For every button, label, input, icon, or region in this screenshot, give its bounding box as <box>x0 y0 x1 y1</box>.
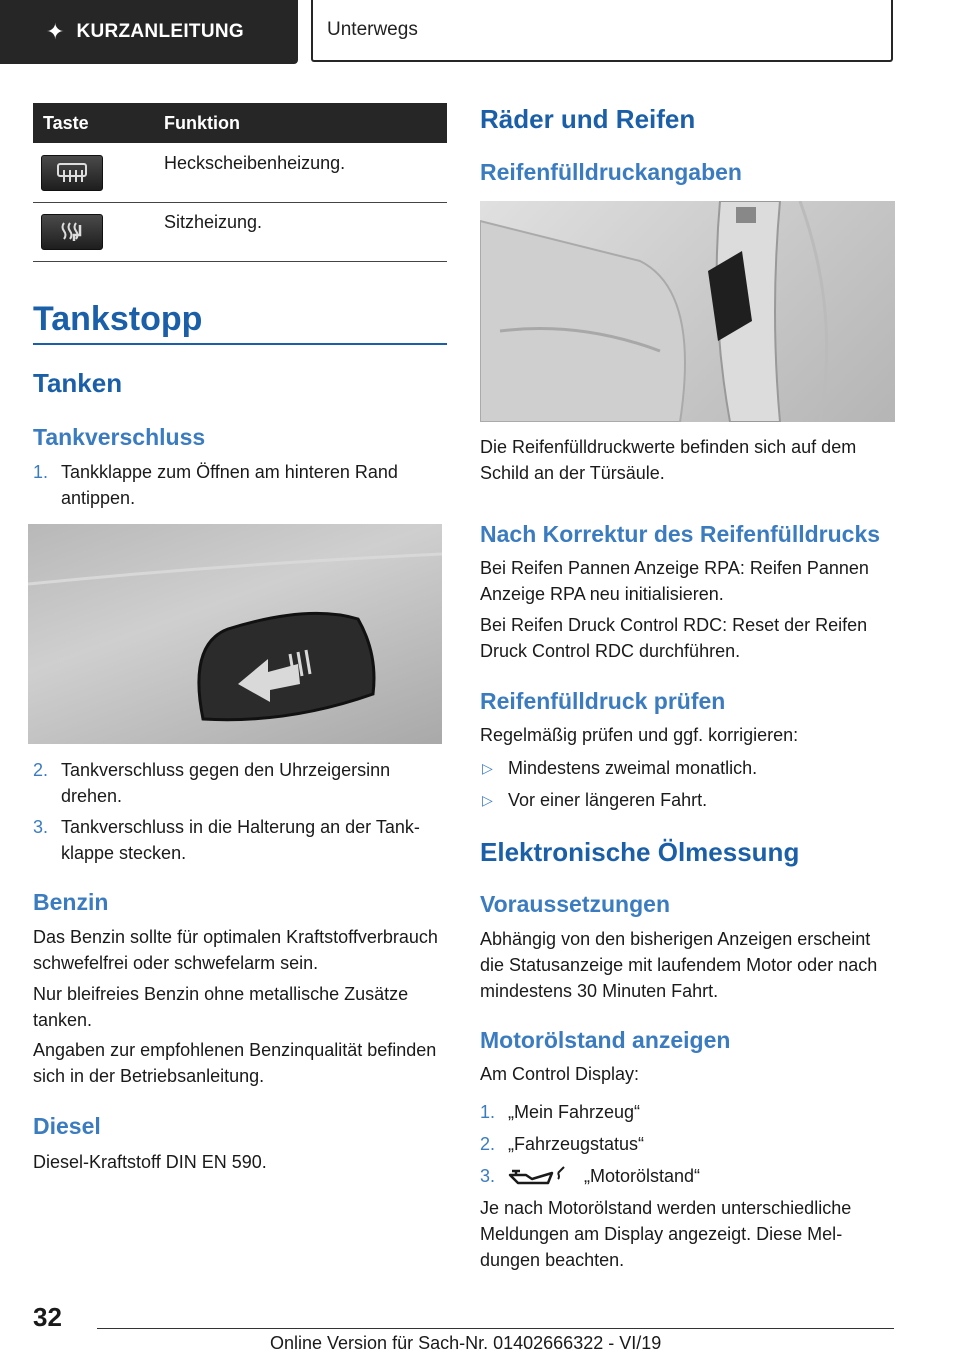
section-label: Unterwegs <box>327 19 418 40</box>
paragraph: Das Benzin sollte für optimalen Kraftstoffverbrauch schwefelfrei oder schwefelarm sein. <box>33 927 438 973</box>
bullet-item <box>480 755 894 781</box>
heading-pruefen: Reifenfülldruck prüfen <box>480 688 726 714</box>
bullet-triangle-icon: ▷ <box>482 792 493 808</box>
bullet-text: Vor einer längeren Fahrt. <box>508 790 708 810</box>
list-text: Tankverschluss in die Halterung an der Tankklappe stecken. <box>61 817 420 863</box>
list-number: 1. <box>480 1102 496 1122</box>
table-col-key: Taste <box>43 113 89 133</box>
list-item <box>480 1163 894 1189</box>
list-text: „Motorölstand“ <box>584 1166 701 1186</box>
list-number: 3. <box>33 817 49 837</box>
heading-rule <box>33 343 447 345</box>
table-row <box>33 143 447 203</box>
heading-tanken: Tanken <box>33 368 123 398</box>
heading-benzin: Benzin <box>33 889 109 915</box>
rear-window-heating-icon <box>41 155 103 191</box>
table-header <box>33 103 447 143</box>
paragraph: Regelmäßig prüfen und ggf. korrigieren: <box>480 725 799 745</box>
chapter-tab <box>0 0 298 64</box>
footer-rule <box>97 1328 894 1329</box>
heading-diesel: Diesel <box>33 1113 101 1139</box>
heading-voraussetzungen: Voraussetzungen <box>480 891 670 917</box>
list-item <box>480 1099 894 1125</box>
list-text: „Fahrzeugstatus“ <box>508 1134 645 1154</box>
chapter-label: KURZANLEITUNG <box>76 21 244 42</box>
list-number: 2. <box>480 1134 496 1154</box>
list-item <box>33 459 447 511</box>
list-item <box>33 814 447 866</box>
list-text: Tankverschluss gegen den Uhrzeigersinn drehen. <box>61 760 391 806</box>
table-col-function: Funktion <box>164 113 240 133</box>
paragraph: Angaben zur empfohlenen Benzinqualität befinden sich in der Betriebsanleitung. <box>33 1040 437 1086</box>
list-item <box>33 757 447 809</box>
heading-reifenfuelldruckangaben: Reifenfülldruckangaben <box>480 159 742 185</box>
page-header <box>0 0 960 66</box>
paragraph: Nur bleifreies Benzin ohne metallische Zusätze tanken. <box>33 984 409 1030</box>
paragraph: Diesel-Kraftstoff DIN EN 590. <box>33 1152 267 1172</box>
bullet-item <box>480 787 894 813</box>
list-number: 1. <box>33 462 49 482</box>
bullet-triangle-icon: ▷ <box>482 760 493 776</box>
heading-oelmessung: Elektronische Ölmessung <box>480 837 800 867</box>
bullet-text: Mindestens zweimal monatlich. <box>508 758 758 778</box>
list-number: 2. <box>33 760 49 780</box>
list-item <box>480 1131 894 1157</box>
heading-tankverschluss: Tankverschluss <box>33 424 206 450</box>
fuel-flap-photo <box>28 524 442 744</box>
seat-heating-icon <box>41 214 103 250</box>
paragraph: Abhängig von den bisherigen Anzeigen erscheint die Statusanzeige mit laufendem Motor oder nach mindestens 30 Minuten Fahrt. <box>480 929 878 1001</box>
heading-raeder-reifen: Räder und Reifen <box>480 104 696 134</box>
heading-motoroelstand: Motorölstand anzeigen <box>480 1027 731 1053</box>
page-number: 32 <box>33 1302 62 1332</box>
paragraph: Die Reifenfülldruckwerte befinden sich auf dem Schild an der Türsäule. <box>480 437 857 483</box>
heading-korrektur: Nach Korrektur des Reifenfülldrucks <box>480 521 881 547</box>
door-pillar-photo <box>480 201 895 422</box>
footer-text: Online Version für Sach-Nr. 01402666322 - VI/19 <box>270 1333 662 1353</box>
section-tab <box>311 0 893 62</box>
oil-can-icon <box>508 1165 570 1194</box>
quick-guide-icon: ✦ <box>46 19 65 44</box>
heading-tankstopp: Tankstopp <box>33 300 203 338</box>
table-row <box>33 202 447 262</box>
list-text: Tankklappe zum Öffnen am hinteren Rand antippen. <box>61 462 398 508</box>
list-number: 3. <box>480 1166 496 1186</box>
paragraph: Bei Reifen Druck Control RDC: Reset der Reifen Druck Control RDC durchführen. <box>480 615 868 661</box>
table-cell-function: Heckscheibenheizung. <box>164 153 346 173</box>
table-cell-function: Sitzheizung. <box>164 212 263 232</box>
list-text: „Mein Fahrzeug“ <box>508 1102 641 1122</box>
paragraph: Je nach Motorölstand werden unterschiedliche Meldungen am Display angezeigt. Diese Meldungen beachten. <box>480 1198 852 1270</box>
paragraph: Am Control Display: <box>480 1064 640 1084</box>
paragraph: Bei Reifen Pannen Anzeige RPA: Reifen Pannen Anzeige RPA neu initialisieren. <box>480 558 869 604</box>
